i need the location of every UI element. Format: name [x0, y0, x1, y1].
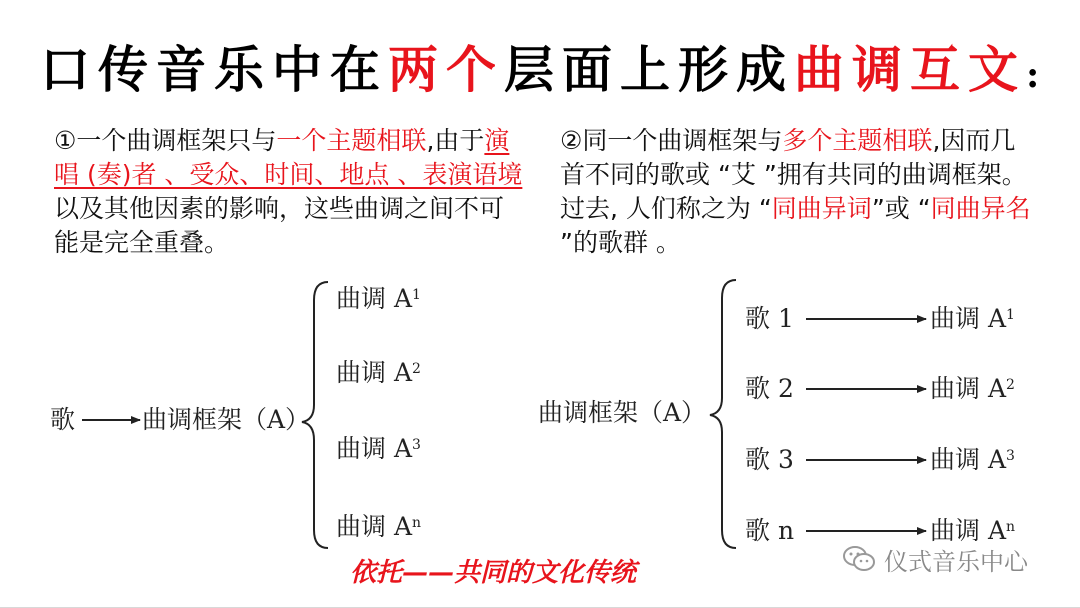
right-s5: ”或 “	[871, 194, 931, 223]
right-s6: 同曲异名	[930, 194, 1031, 223]
brand-name: 仪式音乐中心	[884, 547, 1028, 576]
left-s3: ,由于	[426, 126, 485, 155]
left-s5: 以及其他因素的影响，这些曲调之间不可能是完全重叠。	[54, 194, 505, 257]
title-part4: 曲调互文	[794, 40, 1026, 99]
left-frame: 曲调框架（A）	[142, 405, 311, 434]
wechat-icon	[842, 544, 876, 574]
right-song-4: 歌 n	[745, 516, 795, 545]
right-s4: 同曲异词	[771, 194, 872, 223]
right-tune-3: 曲调 $A^3$	[930, 445, 1015, 474]
left-s1: ①一个曲调框架只与	[54, 126, 277, 155]
title-part1: 口传音乐中在	[40, 40, 388, 99]
right-song-3: 歌 3	[745, 445, 794, 474]
right-tune-2: 曲调 $A^2$	[930, 374, 1015, 403]
right-s1: ②同一个曲调框架与	[560, 126, 783, 155]
left-branch-1: 曲调 $A^1$	[336, 284, 421, 313]
title-part2: 两个	[388, 40, 504, 99]
left-s2: 一个主题相联	[276, 126, 427, 155]
right-s7: ”的歌群 。	[560, 228, 681, 257]
right-tune-1: 曲调 $A^1$	[930, 304, 1015, 333]
right-song-2: 歌 2	[745, 374, 794, 403]
right-frame: 曲调框架（A）	[538, 398, 707, 427]
left-branch-4: 曲调 $A^n$	[336, 512, 422, 541]
left-s4: 演唱 (奏)者 、受众、时间、地点 、表演语境	[54, 126, 523, 189]
title-part5: :	[1026, 54, 1048, 96]
right-s2: 多个主题相联	[782, 126, 933, 155]
left-branch-3: 曲调 $A^3$	[336, 434, 421, 463]
title-part3: 层面上形成	[504, 40, 794, 99]
footer-note: 依托——共同的文化传统	[350, 558, 637, 588]
right-song-1: 歌 1	[745, 304, 794, 333]
left-branch-2: 曲调 $A^2$	[336, 358, 421, 387]
right-s3: ,因而几首不同的歌或 “艾 ”拥有共同的曲调框架。过去, 人们称之为 “	[560, 126, 1027, 223]
right-brace	[710, 280, 736, 548]
left-source: 歌	[50, 405, 76, 434]
right-tune-4: 曲调 $A^n$	[930, 516, 1016, 545]
brand-watermark	[842, 542, 1028, 576]
